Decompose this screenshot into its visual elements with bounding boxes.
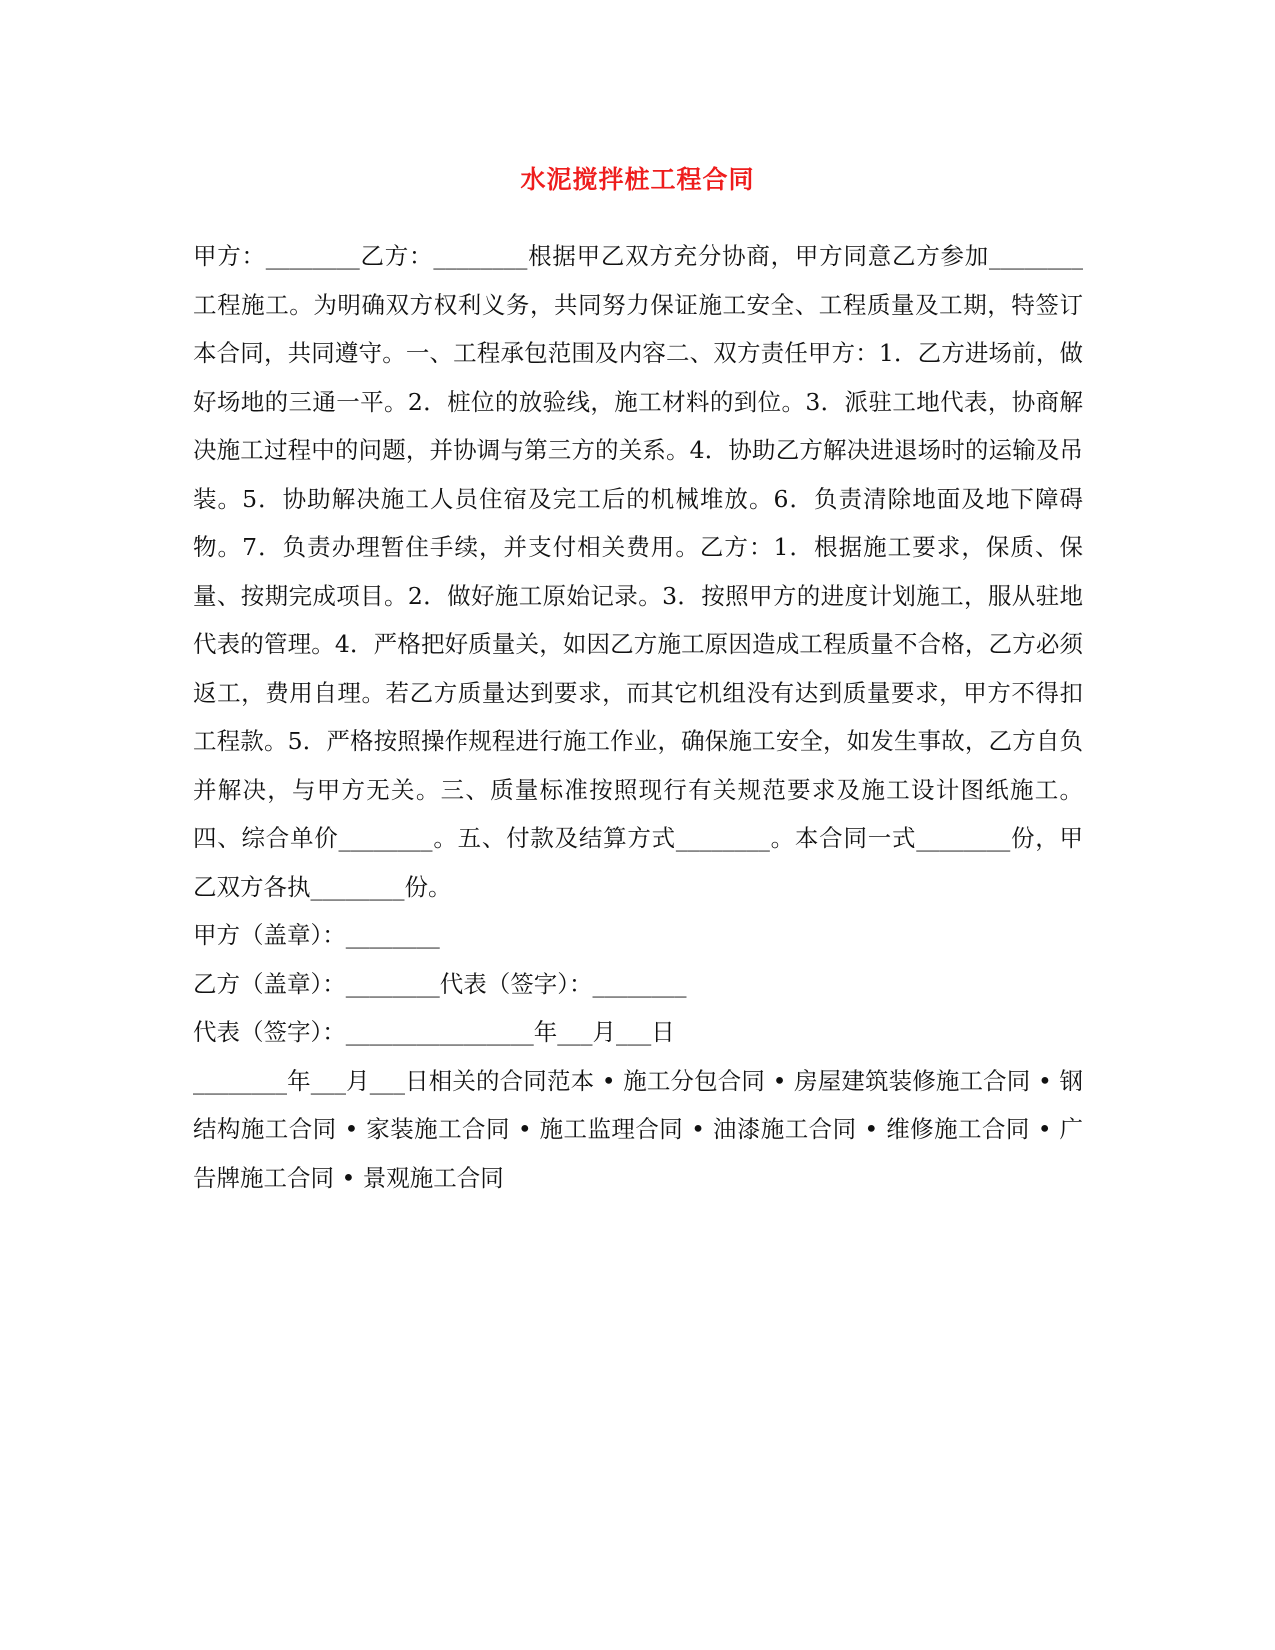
party-a-seal-line: 甲方（盖章）：________ bbox=[193, 921, 440, 949]
party-b-seal-line: 乙方（盖章）：________代表（签字）：________ bbox=[193, 969, 687, 998]
document-title: 水泥搅拌桩工程合同 bbox=[520, 165, 755, 194]
date-and-related-contracts: ________年___月___日相关的合同范本 • 施工分包合同 • 房屋建筑装修施工合同 • 钢结构施工合同 • 家装施工合同 • 施工监理合同 • 油漆施工合同 • 维修施工合同 • 广告牌施工合同 • 景观施工合同 bbox=[193, 1066, 1083, 1192]
representative-signature-line: 代表（签字）：________________年___月___日 bbox=[193, 1018, 675, 1046]
contract-main-paragraph: 甲方：________乙方：________根据甲乙双方充分协商，甲方同意乙方参加________工程施工。为明确双方权利义务，共同努力保证施工安全、工程质量及工期，特签订本合同，共同遵守。一、工程承包范围及内容二、双方责任甲方：1．乙方进场前，做好场地的三通一平。2．桩位的放验线，施工材料的到位。3．派驻工地代表，协商解决施工过程中的问题，并协调与第三方的关系。4．协助乙方解决进退场时的运输及吊装。5．协助解决施工人员住宿及完工后的机械堆放。6．负责清除地面及地下障碍物。7．负责办理暂住手续，并支付相关费用。乙方：1．根据施工要求，保质、保量、按期完成项目。2．做好施工原始记录。3．按照甲方的进度计划施工，服从驻地代表的管理。4．严格把好质量关，如因乙方施工原因造成工程质量不合格，乙方必须返工，费用自理。若乙方质量达到要求，而其它机组没有达到质量要求，甲方不得扣工程款。5．严格按照操作规程进行施工作业，确保施工安全，如发生事故，乙方自负并解决，与甲方无关。三、质量标准按照现行有关规范要求及施工设计图纸施工。四、综合单价________。五、付款及结算方式________。本合同一式________份，甲乙双方各执________份。 bbox=[193, 242, 1083, 901]
document-body bbox=[193, 232, 1083, 1202]
